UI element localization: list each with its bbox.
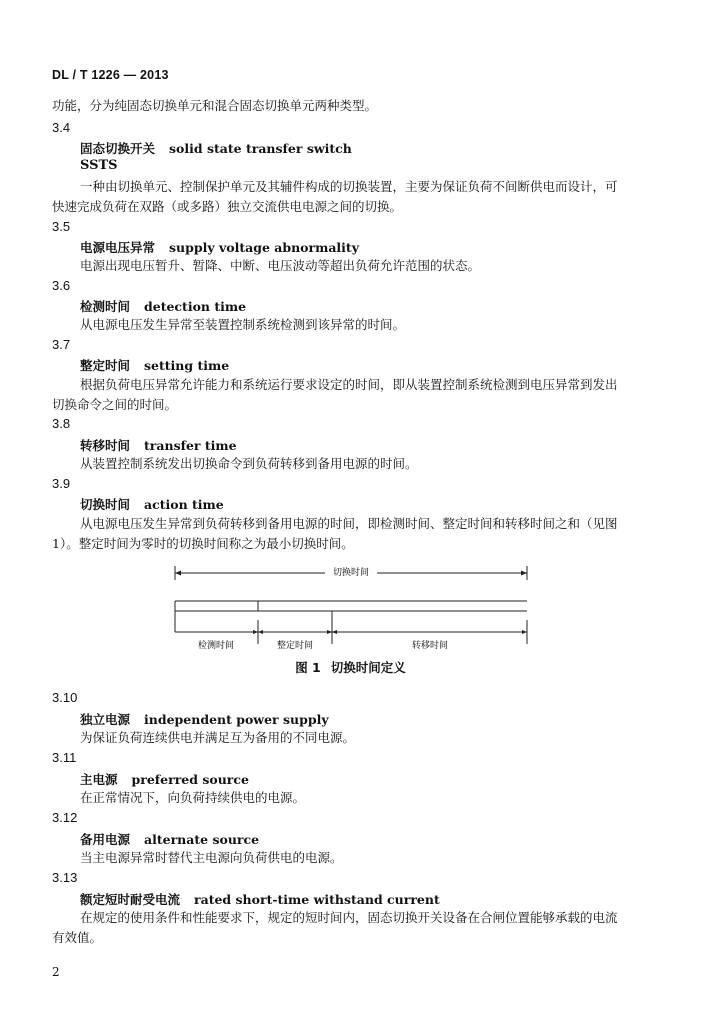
top-span-label: 切换时间: [332, 568, 370, 578]
definition-line: 电源出现电压暂升、暂降、中断、电压波动等超出负荷允许范围的状态。: [80, 258, 481, 273]
detection-time-label: 检测时间: [197, 641, 235, 651]
term-cn: 固态切换开关: [80, 141, 156, 156]
term-en: setting time: [144, 358, 230, 373]
transfer-time-label: 转移时间: [411, 641, 449, 651]
figure-caption: [0, 658, 701, 676]
caption-number: 图 1: [295, 660, 321, 675]
term-cn: 切换时间: [80, 497, 131, 512]
definition-line: 切换命令之间的时间。: [52, 397, 178, 412]
term-en: supply voltage abnormality: [169, 240, 359, 255]
arrow-left-icon: [175, 571, 181, 576]
arrow-right-icon: [522, 630, 527, 634]
definition-line: 为保证负荷连续供电并满足互为备用的不同电源。: [80, 730, 356, 745]
definition-line: 有效值。: [52, 930, 103, 945]
term-cn: 检测时间: [80, 299, 131, 314]
term-cn: 转移时间: [80, 438, 131, 453]
term-cn: 主电源: [80, 772, 118, 787]
definition-line: 从装置控制系统发出切换命令到负荷转移到备用电源的时间。: [80, 456, 418, 471]
term-en: alternate source: [144, 832, 260, 847]
section-number: 3.7: [52, 337, 71, 352]
term-heading: [80, 710, 329, 728]
section-number: 3.12: [52, 810, 78, 825]
term-heading: [80, 830, 259, 848]
term-en: independent power supply: [144, 712, 329, 727]
definition-line: 在规定的使用条件和性能要求下，规定的短时间内，固态切换开关设备在合闸位置能够承载的电流: [80, 910, 618, 925]
section-number: 3.11: [52, 750, 77, 765]
term-heading: [80, 238, 359, 256]
term-en: rated short-time withstand current: [194, 892, 440, 907]
term-en: action time: [144, 497, 224, 512]
term-en: transfer time: [144, 438, 237, 453]
definition-line: 根据负荷电压异常允许能力和系统运行要求设定的时间，即从装置控制系统检测到电压异常到发出: [80, 377, 618, 392]
term-heading: [80, 436, 237, 454]
section-number: 3.13: [52, 870, 78, 885]
term-cn: 电源电压异常: [80, 240, 156, 255]
term-heading: [80, 356, 229, 374]
definition-line: 1）。整定时间为零时的切换时间称之为最小切换时间。: [52, 536, 354, 551]
caption-title: 切换时间定义: [330, 660, 406, 675]
term-heading: [80, 770, 249, 788]
setting-time-label: 整定时间: [276, 641, 314, 651]
arrow-right-icon: [521, 571, 527, 576]
section-number: 3.10: [52, 690, 78, 705]
definition-line: 当主电源异常时替代主电源向负荷供电的电源。: [80, 850, 343, 865]
arrow-right-icon: [327, 630, 332, 634]
definition-line: 一种由切换单元、控制保护单元及其辅件构成的切换装置，主要为保证负荷不间断供电而设计，可: [80, 179, 618, 194]
section-number: 3.6: [52, 278, 71, 293]
section-number: 3.4: [52, 120, 71, 135]
term-en: solid state transfer switch: [169, 141, 352, 156]
switching-time-diagram: [170, 560, 532, 652]
definition-line: 从电源电压发生异常至装置控制系统检测到该异常的时间。: [80, 317, 406, 332]
term-heading: [80, 890, 440, 908]
term-cn: 整定时间: [80, 358, 131, 373]
section-number: 3.9: [52, 476, 71, 491]
intro-continuation: 功能，分为纯固态切换单元和混合固态切换单元两种类型。: [52, 98, 378, 113]
arrow-left-icon: [258, 630, 263, 634]
definition-line: 从电源电压发生异常到负荷转移到备用电源的时间，即检测时间、整定时间和转移时间之和（见图: [80, 516, 618, 531]
section-number: 3.5: [52, 219, 71, 234]
term-abbreviation: SSTS: [80, 158, 118, 173]
arrow-left-icon: [332, 630, 337, 634]
definition-line: 在正常情况下，向负荷持续供电的电源。: [80, 790, 306, 805]
definition-line: 快速完成负荷在双路（或多路）独立交流供电电源之间的切换。: [52, 199, 403, 214]
term-cn: 备用电源: [80, 832, 131, 847]
term-cn: 额定短时耐受电流: [80, 892, 181, 907]
term-heading: [80, 495, 224, 513]
term-cn: 独立电源: [80, 712, 131, 727]
term-heading: [80, 297, 246, 315]
standard-header: DL / T 1226 — 2013: [52, 68, 169, 82]
page-number: 2: [52, 965, 60, 979]
section-number: 3.8: [52, 416, 71, 431]
term-en: preferred source: [131, 772, 249, 787]
arrow-right-icon: [253, 630, 258, 634]
term-heading: [80, 139, 352, 157]
term-en: detection time: [144, 299, 247, 314]
